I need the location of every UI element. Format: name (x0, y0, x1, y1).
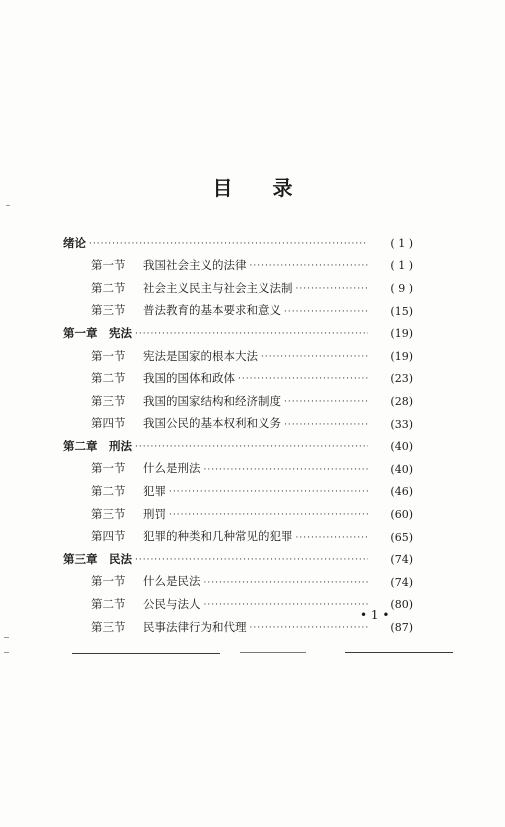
toc-section-row (63, 390, 413, 413)
dot-leader (238, 375, 368, 384)
dot-leader (284, 308, 368, 317)
toc-page-number: ( 1 ) (390, 259, 413, 273)
toc-section-number: 第二节 (91, 371, 126, 386)
toc-entry-title: 民事法律行为和代理 (143, 619, 247, 634)
toc-entry-title: 我国社会主义的法律 (143, 258, 247, 273)
dot-leader (284, 398, 368, 407)
toc-section-row (63, 458, 413, 481)
toc-page-number: (19) (390, 327, 413, 341)
dot-leader (204, 579, 369, 588)
toc-page-number: (19) (390, 349, 413, 363)
toc-entry-title: 刑罚 (143, 506, 166, 521)
toc-entry-title: 绪论 (63, 235, 86, 250)
dot-leader (135, 443, 368, 452)
toc-section-row (63, 345, 413, 368)
toc-page-number: (80) (390, 598, 413, 612)
toc-section-number: 第一节 (91, 574, 126, 589)
toc-entry-title: 社会主义民主与社会主义法制 (143, 280, 293, 295)
toc-section-number: 第四节 (91, 416, 126, 431)
dot-leader (250, 262, 369, 271)
dot-leader (296, 285, 369, 294)
toc-entry-title: 犯罪 (143, 484, 166, 499)
toc-entry-title: 普法教育的基本要求和意义 (143, 303, 281, 318)
toc-section-row (63, 368, 413, 391)
dot-leader (169, 511, 368, 520)
toc-page-number: (40) (390, 440, 413, 454)
toc-entry-title: 我国的国体和政体 (143, 371, 235, 386)
toc-section-number: 第三节 (91, 393, 126, 408)
toc-page-number: (74) (390, 553, 413, 567)
dot-leader (261, 353, 368, 362)
toc-section-number: 第三节 (91, 303, 126, 318)
toc-section-number: 第二节 (91, 280, 126, 295)
toc-chapter-row (63, 548, 413, 571)
dot-leader (89, 240, 368, 249)
toc-section-number: 第一节 (91, 348, 126, 363)
toc-page-number: (33) (390, 417, 413, 431)
toc-page-number: (28) (390, 394, 413, 408)
toc-section-row (63, 300, 413, 323)
toc-section-number: 第二节 (91, 484, 126, 499)
dot-leader (169, 488, 368, 497)
toc-section-row (63, 255, 413, 278)
dot-leader (204, 466, 369, 475)
toc-section-row (63, 481, 413, 504)
toc-page-number: ( 9 ) (390, 281, 413, 295)
toc-entry-title: 第三章 民法 (63, 551, 132, 566)
bottom-rule-1 (72, 653, 220, 654)
toc-section-number: 第一节 (91, 461, 126, 476)
toc-page-number: (23) (390, 372, 413, 386)
edge-mark-3 (4, 652, 9, 653)
toc-page-number: (46) (390, 485, 413, 499)
toc-section-row (63, 503, 413, 526)
toc-section-number: 第三节 (91, 506, 126, 521)
toc-entry-title: 第二章 刑法 (63, 438, 132, 453)
toc-entry-title: 什么是民法 (143, 574, 201, 589)
toc-page-number: (40) (390, 462, 413, 476)
toc-section-number: 第二节 (91, 597, 126, 612)
toc-section-number: 第四节 (91, 529, 126, 544)
title-char-1: 目 (212, 176, 233, 200)
toc-entry-title: 我国公民的基本权利和义务 (143, 416, 281, 431)
toc-section-number: 第三节 (91, 619, 126, 634)
toc-chapter-row (63, 435, 413, 458)
toc-section-row (63, 413, 413, 436)
toc-entry-title: 第一章 宪法 (63, 325, 132, 340)
toc-entry-title: 什么是刑法 (143, 461, 201, 476)
toc-entry-title: 我国的国家结构和经济制度 (143, 393, 281, 408)
dot-leader (135, 330, 368, 339)
toc-chapter-row (63, 322, 413, 345)
dot-leader (204, 601, 369, 610)
edge-mark-2 (4, 637, 9, 638)
title-char-2: 录 (272, 176, 293, 200)
bottom-rule-3 (345, 652, 453, 653)
toc-entry-title: 公民与法人 (143, 597, 201, 612)
toc-section-row (63, 277, 413, 300)
toc-section-row (63, 526, 413, 549)
dot-leader (296, 534, 369, 543)
page-number: • 1 • (360, 608, 390, 622)
toc-chapter-row (63, 232, 413, 255)
dot-leader (250, 624, 369, 633)
toc-entry-title: 宪法是国家的根本大法 (143, 348, 258, 363)
toc-page-number: (87) (390, 620, 413, 634)
table-of-contents (63, 232, 413, 639)
toc-page-number: (60) (390, 507, 413, 521)
dot-leader (135, 556, 368, 565)
toc-page-number: (65) (390, 530, 413, 544)
toc-section-row (63, 571, 413, 594)
bottom-rule-2 (240, 652, 306, 653)
toc-page-number: ( 1 ) (390, 236, 413, 250)
edge-mark-1 (6, 205, 10, 206)
toc-entry-title: 犯罪的种类和几种常见的犯罪 (143, 529, 293, 544)
dot-leader (284, 421, 368, 430)
toc-page-number: (74) (390, 575, 413, 589)
toc-section-number: 第一节 (91, 258, 126, 273)
toc-page-number: (15) (390, 304, 413, 318)
page-title (0, 172, 505, 201)
